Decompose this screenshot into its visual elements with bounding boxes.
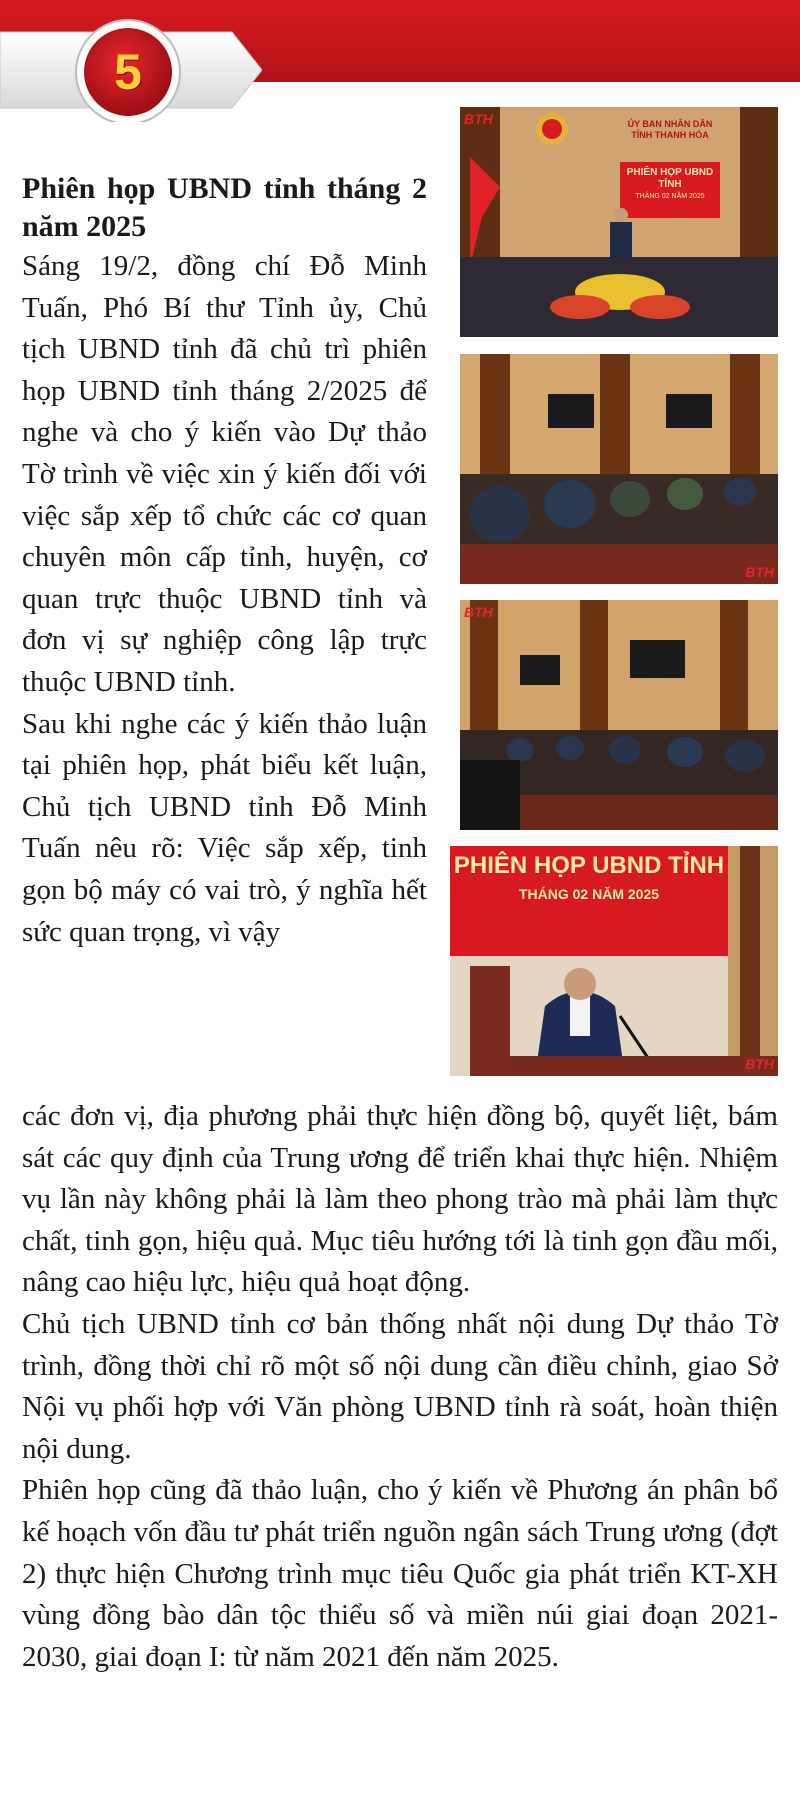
article-paragraph-4: Phiên họp cũng đã thảo luận, cho ý kiến về Phương án phân bổ kế hoạch vốn đầu tư phát triển nguồn ngân sách Trung ương (đợt 2) thực hiện Chương trình mục tiêu Quốc gia phát triển KT-XH vùng đồng bào dân tộc thiểu số và miền núi giai đoạn 2021-2030, giai đoạn I: từ năm 2021 đến năm 2025. [22, 1474, 778, 1673]
photo1-board-sub: THÁNG 02 NĂM 2025 [635, 193, 705, 200]
meeting-photo-3 [460, 600, 778, 830]
article-left-column [22, 170, 427, 953]
meeting-photo-2 [460, 354, 778, 584]
article-paragraph-3: Chủ tịch UBND tỉnh cơ bản thống nhất nội dung Dự thảo Tờ trình, đồng thời chỉ rõ một số nội dung cần điều chỉnh, giao Sở Nội vụ phối hợp với Văn phòng UBND tỉnh rà soát, hoàn thiện nội dung. [22, 1307, 778, 1465]
meeting-photo-4 [450, 846, 778, 1076]
article-lead: Sáng 19/2, đồng chí Đỗ Minh Tuấn, Phó Bí thư Tỉnh ủy, Chủ tịch UBND tỉnh đã chủ trì phiên họp UBND tỉnh tháng 2/2025 để nghe và cho ý kiến vào Dự thảo Tờ trình về việc xin ý kiến đối với việc sắp xếp tổ chức các cơ quan chuyên môn cấp tỉnh, huyện, cơ quan trực thuộc UBND tỉnh và đơn vị sự nghiệp công lập trực thuộc UBND tỉnh. [22, 250, 427, 698]
photo1-banner-line2: TỈNH THANH HÓA [631, 130, 709, 140]
bth-logo: BTH [745, 1056, 774, 1072]
article-paragraph-2-part-1: Sau khi nghe các ý kiến thảo luận tại phiên họp, phát biểu kết luận, Chủ tịch UBND tỉnh Đỗ Minh Tuấn nêu rõ: Việc sắp xếp, tinh gọn bộ máy có vai trò, ý nghĩa hết sức quan trọng, vì vậy [22, 707, 427, 948]
article-title: Phiên họp UBND tỉnh tháng 2 năm 2025 [22, 172, 427, 243]
photo4-banner-title: PHIÊN HỌP UBND TỈNH [453, 852, 725, 879]
section-number: 5 [114, 44, 142, 100]
photo4-banner-sub: THÁNG 02 NĂM 2025 [518, 886, 660, 902]
bth-logo: BTH [464, 111, 493, 127]
article-paragraph-2-part-2: các đơn vị, địa phương phải thực hiện đồng bộ, quyết liệt, bám sát các quy định của Trung ương để triển khai thực hiện. Nhiệm vụ lần này không phải là làm theo phong trào mà phải làm thực chất, tinh gọn, hiệu quả. Mục tiêu hướng tới là tinh gọn đầu mối, nâng cao hiệu lực, hiệu quả hoạt động. [22, 1100, 778, 1299]
photo1-banner-line1: ỦY BAN NHÂN DÂN [627, 119, 713, 129]
photo1-board-title: PHIÊN HỌP UBND TỈNH [626, 167, 714, 190]
bth-logo: BTH [464, 604, 493, 620]
bth-logo: BTH [745, 564, 774, 580]
meeting-photo-1 [460, 107, 778, 337]
article-full-width-text [22, 1096, 778, 1678]
